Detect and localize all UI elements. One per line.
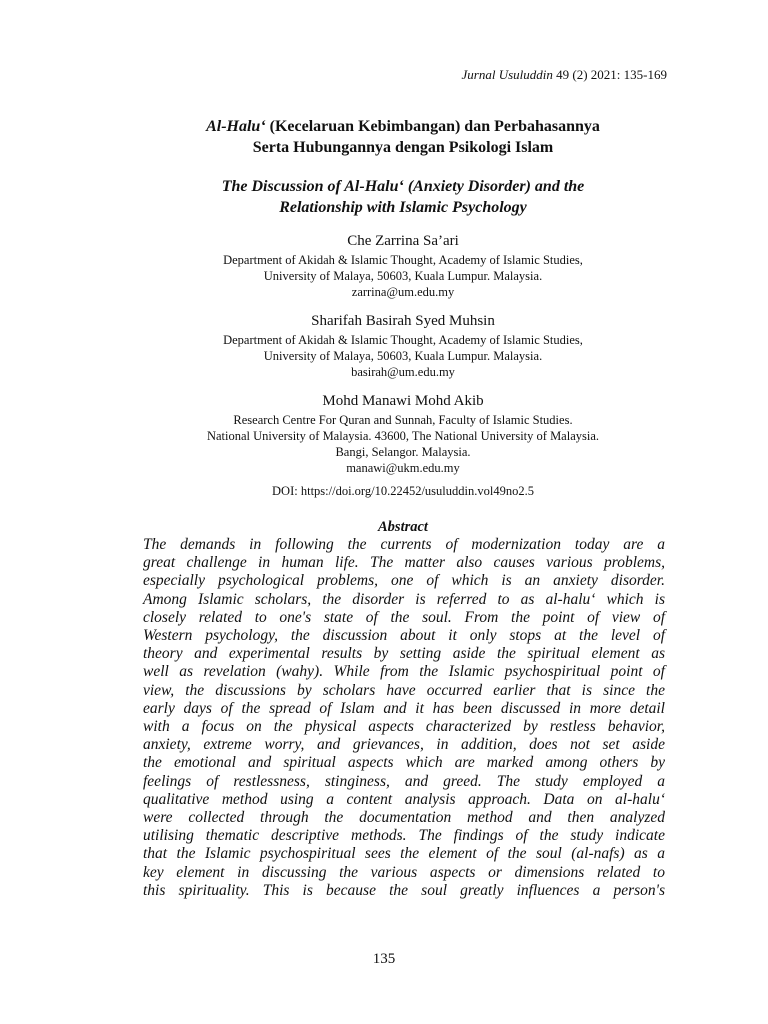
- author-affiliation-line: Research Centre For Quran and Sunnah, Faculty of Islamic Studies.: [233, 413, 573, 427]
- author-affiliation-line: Bangi, Selangor. Malaysia.: [335, 445, 471, 459]
- author-block-1: [120, 232, 686, 300]
- abstract-line: Among Islamic scholars, the disorder is referred to as al-halu‘ which is: [143, 590, 665, 608]
- abstract-line: qualitative method using a content analysis approach. Data on al-halu‘: [143, 790, 665, 808]
- author-email: basirah@um.edu.my: [351, 365, 455, 379]
- abstract-line: were collected through the documentation method and then analyzed: [143, 809, 665, 827]
- title-term: Al-Halu‘: [206, 118, 266, 135]
- author-name: Che Zarrina Sa’ari: [347, 233, 459, 249]
- abstract-line: this spirituality. This is because the soul greatly influences a person's: [143, 881, 665, 899]
- title-malay: [120, 116, 686, 158]
- doi-link[interactable]: DOI: https://doi.org/10.22452/usuluddin.vol49no2.5: [272, 484, 534, 498]
- abstract-line: with a focus on the physical aspects characterized by restless behavior,: [143, 718, 665, 736]
- abstract-line: anxiety, extreme worry, and grievances, in addition, does not set aside: [143, 736, 665, 754]
- author-affiliation-line: University of Malaya, 50603, Kuala Lumpur. Malaysia.: [263, 349, 543, 363]
- abstract-line: key element in discussing the various aspects or dimensions related to: [143, 863, 665, 881]
- title-malay-line-2: Serta Hubungannya dengan Psikologi Islam: [252, 139, 554, 156]
- author-block-3: [120, 392, 686, 476]
- abstract-line: well as revelation (wahy). While from the Islamic psychospiritual point of: [143, 663, 665, 681]
- title-english-line-2: Relationship with Islamic Psychology: [279, 199, 527, 216]
- abstract-line: The demands in following the currents of modernization today are a: [143, 536, 665, 553]
- abstract-line: feelings of restlessness, stinginess, and greed. The study employed a: [143, 772, 665, 790]
- abstract-line: theory and experimental results by setting aside the spiritual element as: [143, 645, 665, 663]
- abstract-line: that the Islamic psychospiritual sees the element of the soul (al-nafs) as a: [143, 845, 665, 863]
- title-malay-line-1-rest: (Kecelaruan Kebimbangan) dan Perbahasannya: [265, 118, 600, 135]
- abstract-line: early days of the spread of Islam and it has been discussed in more detail: [143, 699, 665, 717]
- abstract-body: [143, 536, 665, 900]
- abstract-line: closely related to one's state of the soul. From the point of view of: [143, 608, 665, 626]
- abstract-line: the emotional and spiritual aspects which are marked among others by: [143, 754, 665, 772]
- abstract-heading: Abstract: [378, 519, 428, 535]
- author-block-2: [120, 312, 686, 380]
- page-number: 135: [372, 951, 396, 967]
- journal-name: Jurnal Usuluddin: [461, 67, 553, 82]
- title-english: [120, 176, 686, 218]
- title-malay-line-1: [120, 116, 686, 137]
- author-email: manawi@ukm.edu.my: [346, 461, 460, 475]
- author-affiliation-line: Department of Akidah & Islamic Thought, Academy of Islamic Studies,: [223, 253, 583, 267]
- author-name: Sharifah Basirah Syed Muhsin: [311, 313, 495, 329]
- author-name: Mohd Manawi Mohd Akib: [322, 393, 484, 409]
- running-head: [462, 67, 667, 83]
- abstract-line: great challenge in human life. The matter also causes various problems,: [143, 554, 665, 572]
- author-email: zarrina@um.edu.my: [351, 285, 455, 299]
- abstract-line: especially psychological problems, one of which is an anxiety disorder.: [143, 572, 665, 590]
- author-affiliation-line: University of Malaya, 50603, Kuala Lumpur. Malaysia.: [263, 269, 543, 283]
- abstract-line: Western psychology, the discussion about it only stops at the level of: [143, 627, 665, 645]
- author-affiliation-line: National University of Malaysia. 43600, The National University of Malaysia.: [206, 429, 600, 443]
- journal-issue: 49 (2) 2021: 135-169: [552, 67, 667, 82]
- title-english-line-1: The Discussion of Al-Halu‘ (Anxiety Disorder) and the: [221, 178, 585, 195]
- abstract-line: utilising thematic descriptive methods. The findings of the study indicate: [143, 827, 665, 845]
- abstract-line: view, the discussions by scholars have occurred earlier that is since the: [143, 681, 665, 699]
- author-affiliation-line: Department of Akidah & Islamic Thought, Academy of Islamic Studies,: [223, 333, 583, 347]
